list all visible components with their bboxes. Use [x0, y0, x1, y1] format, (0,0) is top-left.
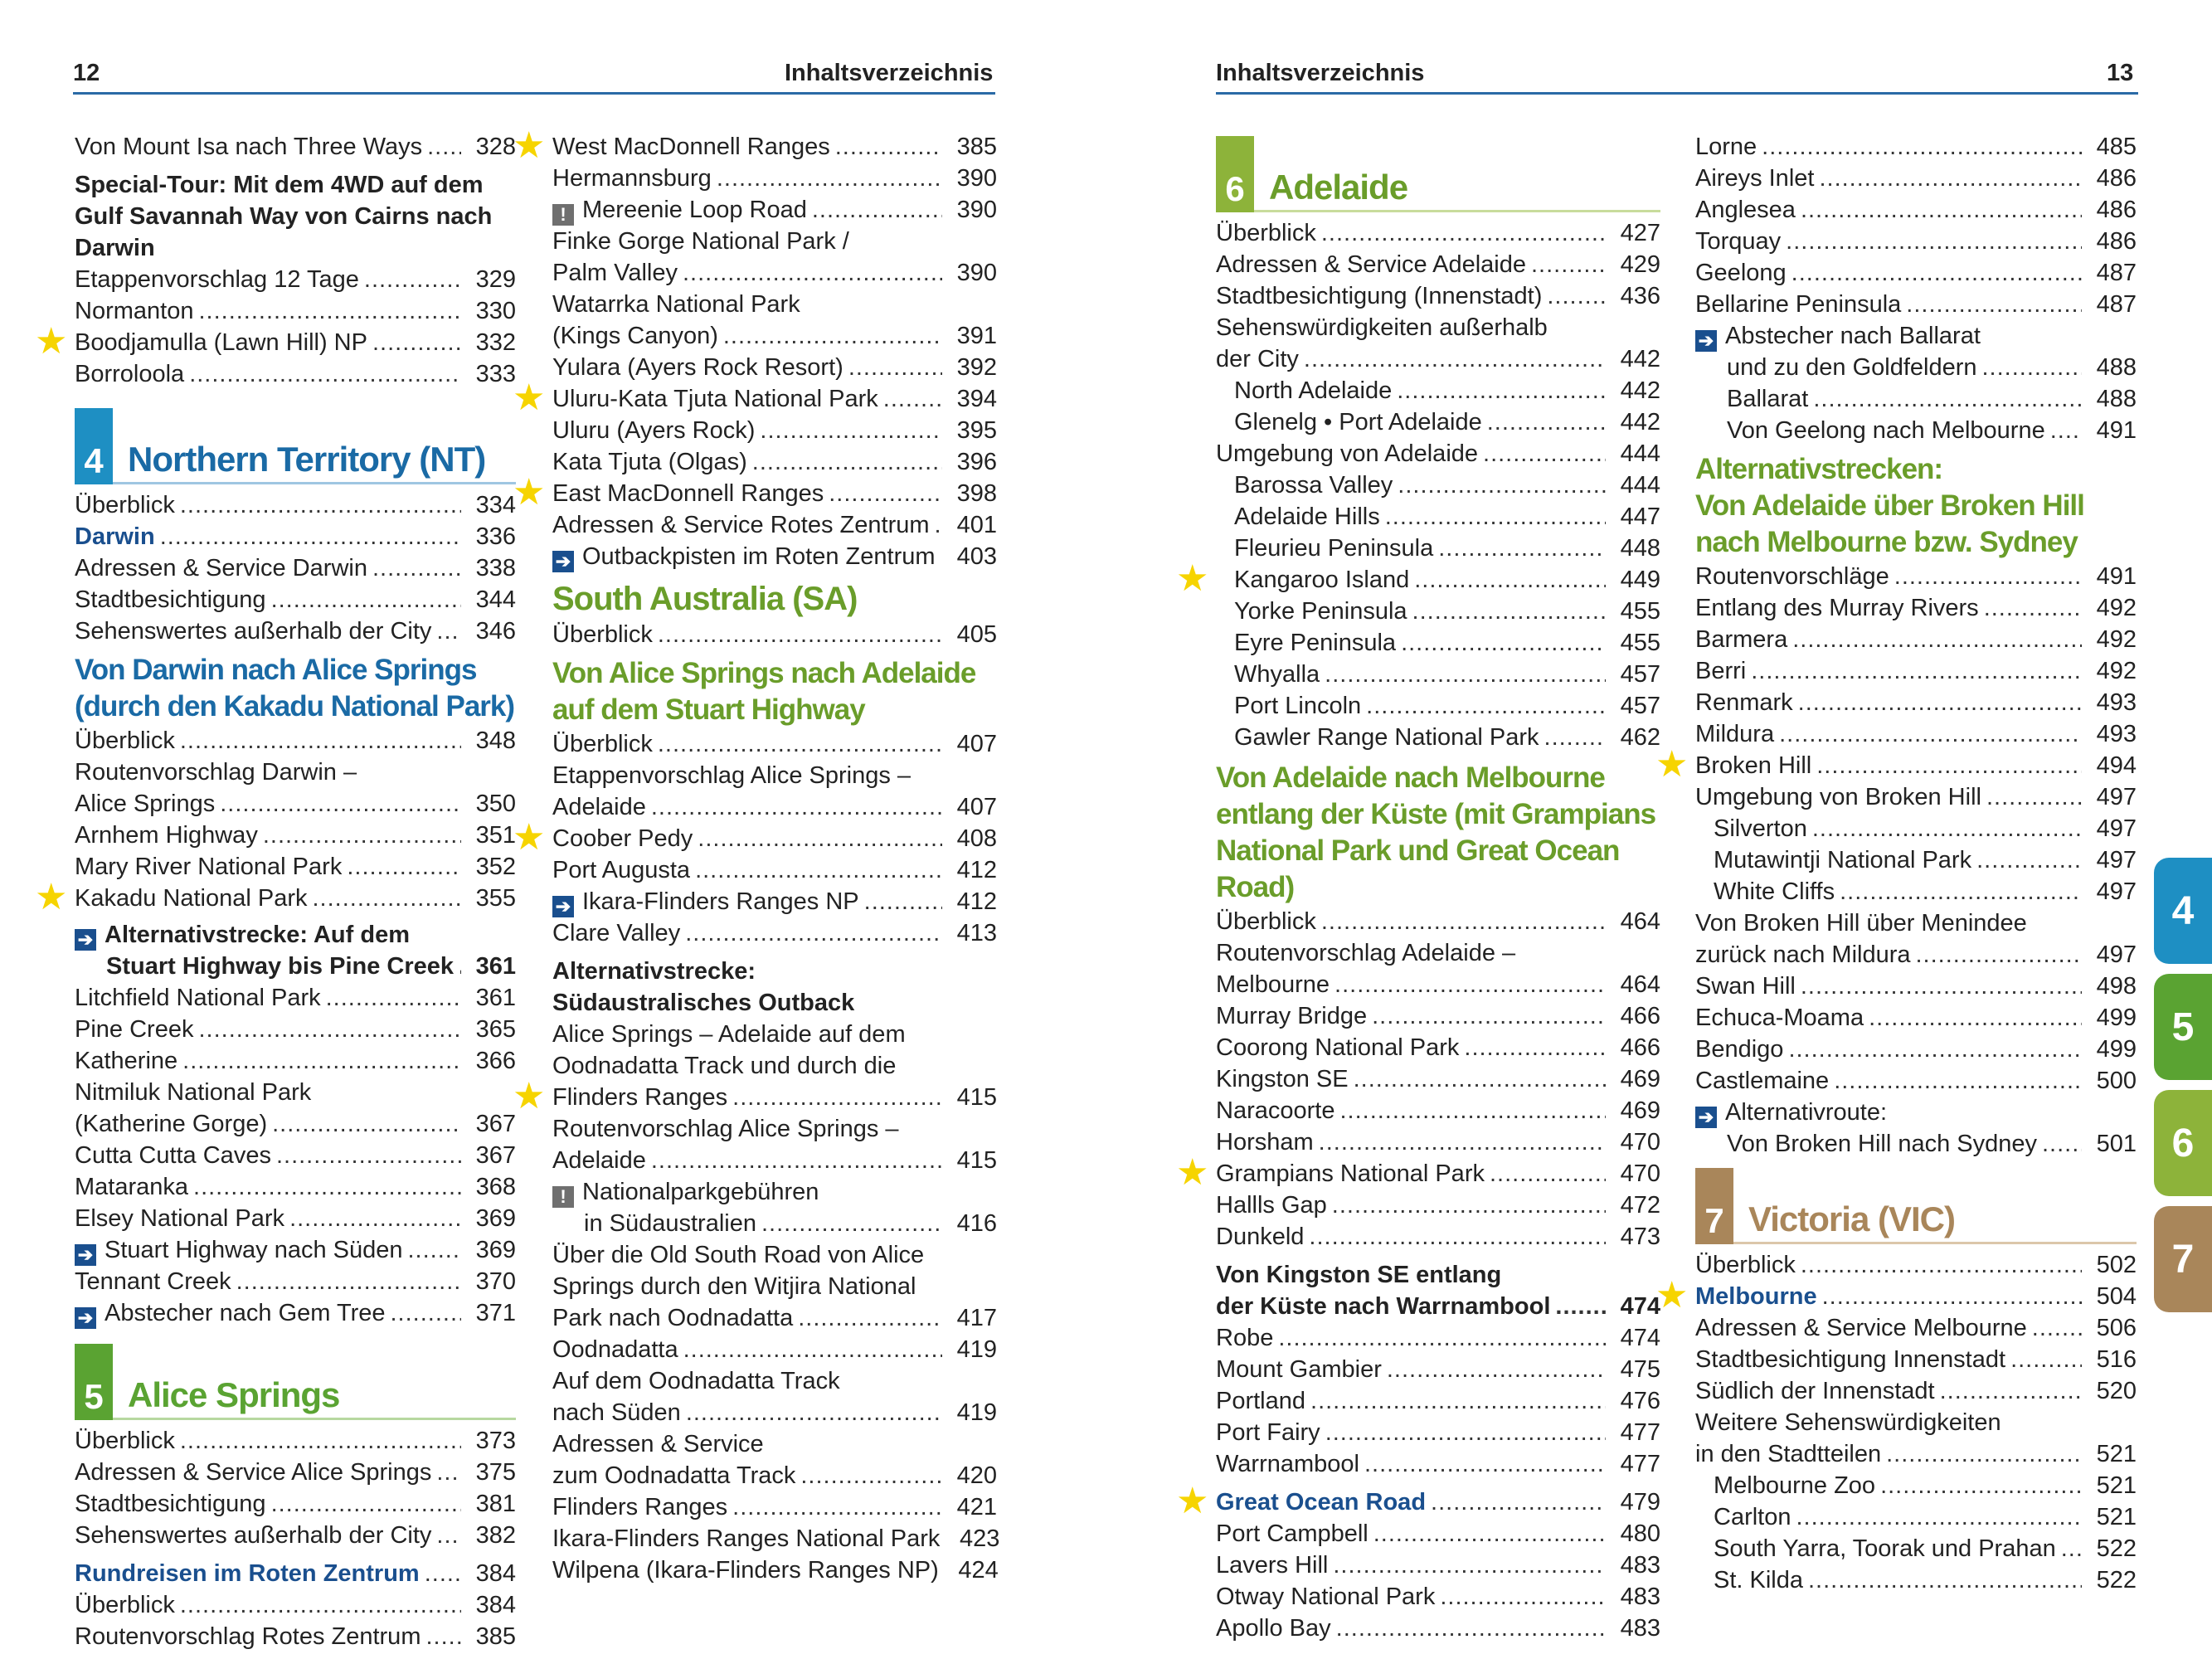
toc-entry[interactable]: ★ Great Ocean Road ..... 479 [1216, 1486, 1660, 1518]
toc-entry[interactable]: Überblick ..... 348 [75, 725, 516, 757]
toc-entry[interactable]: in Südaustralien ..... 416 [552, 1208, 997, 1239]
toc-entry[interactable]: Adelaide Hills ..... 447 [1216, 501, 1660, 533]
toc-entry[interactable]: der Küste nach Warrnambool ..... 474 [1216, 1291, 1660, 1322]
star-icon: ★ [35, 321, 68, 362]
toc-entry-line: Finke Gorge National Park / [552, 228, 849, 255]
toc-entry[interactable]: Anglesea ..... 486 [1695, 194, 2137, 226]
header-title: Inhaltsverzeichnis [1216, 60, 1425, 86]
toc-entry[interactable]: Mataranka ..... 368 [75, 1171, 516, 1203]
section-heading: nach Melbourne bzw. Sydney [1695, 526, 2078, 558]
toc-entry[interactable]: Portland ..... 476 [1216, 1385, 1660, 1417]
toc-entry[interactable]: Flinders Ranges ..... 421 [552, 1491, 997, 1523]
toc-entry[interactable]: ! Mereenie Loop Road ..... 390 [552, 194, 997, 226]
toc-entry[interactable]: Von Mount Isa nach Three Ways ..... 328 [75, 131, 516, 163]
toc-entry-line: Nitmiluk National Park [75, 1079, 312, 1106]
toc-entry-line: Adressen & Service [552, 1431, 764, 1457]
toc-entry[interactable]: Stuart Highway bis Pine Creek ..... 361 [75, 951, 516, 982]
star-icon: ★ [513, 125, 546, 166]
chapter-title: Northern Territory (NT) [128, 440, 486, 479]
toc-entry-line: Weitere Sehenswürdigkeiten [1695, 1409, 2001, 1436]
toc-entry[interactable]: Ikara-Flinders Ranges National Park 423 [552, 1525, 1000, 1552]
toc-entry[interactable]: Gawler Range National Park ..... 462 [1216, 722, 1660, 753]
chapter-rule [1733, 1242, 2137, 1244]
toc-entry-line: Von Broken Hill über Menindee [1695, 910, 2027, 937]
toc-entry[interactable]: Aireys Inlet ..... 486 [1695, 163, 2137, 194]
toc-entry[interactable]: Überblick ..... 407 [552, 728, 997, 760]
toc-entry[interactable]: Mutawintji National Park ..... 497 [1695, 844, 2137, 876]
toc-entry-line: Routenvorschlag Alice Springs – [552, 1116, 899, 1142]
toc-entry[interactable]: (Kings Canyon) ..... 391 [552, 320, 997, 352]
star-icon: ★ [1176, 558, 1209, 599]
toc-entry[interactable]: (Katherine Gorge) ..... 367 [75, 1108, 516, 1140]
toc-entry[interactable]: Stadtbesichtigung ..... 344 [75, 584, 516, 615]
toc-entry[interactable]: Umgebung von Broken Hill ..... 497 [1695, 781, 2137, 813]
section-heading: Alternativstrecken: [1695, 453, 1943, 485]
toc-entry[interactable]: Barossa Valley ..... 444 [1216, 469, 1660, 501]
toc-entry[interactable]: Adelaide ..... 415 [552, 1145, 997, 1176]
toc-entry[interactable]: Südlich der Innenstadt ..... 520 [1695, 1375, 2137, 1407]
chapter-tab-4[interactable]: 4 [2154, 858, 2212, 964]
toc-entry-line: Alice Springs – Adelaide auf dem [552, 1021, 906, 1048]
toc-entry[interactable]: Entlang des Murray Rivers ..... 492 [1695, 592, 2137, 624]
toc-entry[interactable]: ★ Broken Hill ..... 494 [1695, 750, 2137, 781]
toc-heading: Südaustralisches Outback [552, 990, 855, 1016]
toc-heading: Alternativstrecke: [552, 958, 756, 985]
toc-entry-line: Etappenvorschlag Alice Springs – [552, 762, 912, 789]
toc-entry[interactable]: Silverton ..... 497 [1695, 813, 2137, 844]
arrow-icon: ➔ [75, 1244, 96, 1266]
toc-entry[interactable]: Port Lincoln ..... 457 [1216, 690, 1660, 722]
toc-entry[interactable]: Mildura ..... 493 [1695, 718, 2137, 750]
toc-entry[interactable]: Lorne ..... 485 [1695, 131, 2137, 163]
toc-entry[interactable]: Cutta Cutta Caves ..... 367 [75, 1140, 516, 1171]
toc-entry-line: Sehenswürdigkeiten außerhalb [1216, 314, 1548, 341]
toc-entry[interactable]: nach Süden ..... 419 [552, 1397, 997, 1428]
chapter-title: Alice Springs [128, 1375, 340, 1414]
header-rule [1216, 92, 2138, 95]
arrow-icon: ➔ [552, 551, 574, 572]
toc-entry[interactable]: Lavers Hill ..... 483 [1216, 1550, 1660, 1581]
toc-entry[interactable]: Arnhem Highway ..... 351 [75, 820, 516, 851]
toc-entry[interactable]: Uluru (Ayers Rock) ..... 395 [552, 415, 997, 446]
toc-entry-line: Auf dem Oodnadatta Track [552, 1368, 840, 1394]
toc-entry[interactable]: Carlton ..... 521 [1695, 1501, 2137, 1533]
arrow-icon: ➔ [552, 896, 574, 917]
toc-entry[interactable]: Überblick ..... 427 [1216, 217, 1660, 249]
toc-entry[interactable]: Palm Valley ..... 390 [552, 257, 997, 289]
toc-entry[interactable]: Glenelg • Port Adelaide ..... 442 [1216, 406, 1660, 438]
toc-column-3 [1176, 136, 1660, 1644]
exclamation-icon: ! [552, 204, 574, 226]
toc-entry[interactable]: Stadtbesichtigung (Innenstadt) ..... 436 [1216, 280, 1660, 312]
toc-entry[interactable]: South Yarra, Toorak und Prahan ..... 522 [1695, 1533, 2137, 1564]
toc-entry[interactable]: Rundreisen im Roten Zentrum ..... 384 [75, 1558, 516, 1589]
toc-entry[interactable]: White Cliffs ..... 497 [1695, 876, 2137, 907]
toc-entry[interactable]: Port Augusta ..... 412 [552, 854, 997, 886]
toc-heading: Gulf Savannah Way von Cairns nach [75, 203, 493, 230]
toc-entry[interactable]: Wilpena (Ikara-Flinders Ranges NP) 424 [552, 1557, 999, 1584]
toc-entry[interactable]: Kata Tjuta (Olgas) ..... 396 [552, 446, 997, 478]
toc-entry[interactable]: Überblick ..... 384 [75, 1589, 516, 1621]
chapter-tab-7[interactable]: 7 [2154, 1206, 2212, 1312]
toc-entry[interactable]: ★ Uluru-Kata Tjuta National Park ..... 394 [552, 383, 997, 415]
toc-entry[interactable]: Castlemaine ..... 500 [1695, 1065, 2137, 1097]
toc-entry[interactable]: Bellarine Peninsula ..... 487 [1695, 289, 2137, 320]
section-heading: Von Darwin nach Alice Springs [75, 654, 477, 686]
toc-entry[interactable]: Routenvorschlag Rotes Zentrum ..... 385 [75, 1621, 516, 1652]
star-icon: ★ [1176, 1481, 1209, 1521]
toc-entry[interactable]: ➔ Outbackpisten im Roten Zentrum ..... 403 [552, 541, 997, 572]
toc-entry[interactable]: Renmark ..... 493 [1695, 687, 2137, 718]
toc-entry-line: ➔ Abstecher nach Ballarat [1695, 320, 2137, 352]
section-heading: Von Adelaide nach Melbourne [1216, 761, 1605, 794]
toc-entry[interactable]: ★ Kangaroo Island ..... 449 [1216, 564, 1660, 596]
toc-entry[interactable]: Überblick ..... 334 [75, 489, 516, 521]
toc-entry-line: Watarrka National Park [552, 291, 800, 318]
toc-entry[interactable]: Murray Bridge ..... 466 [1216, 1000, 1660, 1032]
toc-entry[interactable]: Whyalla ..... 457 [1216, 659, 1660, 690]
toc-entry[interactable]: ★ East MacDonnell Ranges ..... 398 [552, 478, 997, 509]
toc-entry-line: Oodnadatta Track und durch die [552, 1053, 897, 1079]
toc-entry[interactable]: zurück nach Mildura ..... 497 [1695, 939, 2137, 971]
toc-heading: Von Kingston SE entlang [1216, 1262, 1502, 1288]
chapter-tab-5[interactable]: 5 [2154, 974, 2212, 1080]
chapter-number: 7 [1695, 1168, 1733, 1244]
star-icon: ★ [513, 1076, 546, 1117]
star-icon: ★ [35, 877, 68, 917]
toc-entry[interactable]: Coorong National Park ..... 466 [1216, 1032, 1660, 1063]
chapter-number: 4 [75, 408, 113, 484]
toc-entry[interactable]: Sehenswertes außerhalb der City ..... 382 [75, 1520, 516, 1551]
chapter-title: Victoria (VIC) [1748, 1199, 1955, 1238]
toc-entry[interactable]: Melbourne Zoo ..... 521 [1695, 1470, 2137, 1501]
header-rule [73, 92, 995, 95]
toc-entry[interactable]: und zu den Goldfeldern ..... 488 [1695, 352, 2137, 383]
star-icon: ★ [513, 377, 546, 418]
toc-entry[interactable]: Normanton ..... 330 [75, 295, 516, 327]
toc-entry[interactable]: Tennant Creek ..... 370 [75, 1266, 516, 1297]
toc-entry[interactable]: ➔ Ikara-Flinders Ranges NP ..... 412 [552, 886, 997, 917]
toc-entry[interactable]: ★ Boodjamulla (Lawn Hill) NP ..... 332 [75, 327, 516, 358]
chapter-heading-6[interactable] [1216, 136, 1660, 212]
toc-entry[interactable]: Routenvorschläge ..... 491 [1695, 561, 2137, 592]
toc-entry[interactable]: Echuca-Moama ..... 499 [1695, 1002, 2137, 1034]
toc-entry[interactable]: ➔ Abstecher nach Gem Tree ..... 371 [75, 1297, 516, 1329]
toc-heading: Darwin [75, 235, 155, 261]
toc-entry[interactable]: Yulara (Ayers Rock Resort) ..... 392 [552, 352, 997, 383]
toc-entry[interactable]: Barmera ..... 492 [1695, 624, 2137, 655]
section-heading: auf dem Stuart Highway [552, 693, 865, 726]
toc-entry[interactable]: ★ Melbourne ..... 504 [1695, 1281, 2137, 1312]
toc-entry[interactable]: Litchfield National Park ..... 361 [75, 982, 516, 1014]
section-heading: (durch den Kakadu National Park) [75, 690, 515, 722]
toc-entry[interactable]: Oodnadatta ..... 419 [552, 1334, 997, 1365]
toc-column-2 [513, 125, 1000, 1586]
toc-entry[interactable]: Adressen & Service Alice Springs ..... 375 [75, 1457, 516, 1488]
chapter-rule [113, 482, 516, 484]
toc-entry[interactable]: Adressen & Service Darwin ..... 338 [75, 552, 516, 584]
section-heading: Von Adelaide über Broken Hill [1695, 489, 2084, 522]
toc-entry[interactable]: Darwin ..... 336 [75, 521, 516, 552]
toc-entry[interactable]: Katherine ..... 366 [75, 1045, 516, 1077]
toc-entry[interactable]: Robe ..... 474 [1216, 1322, 1660, 1354]
chapter-heading-7[interactable] [1695, 1168, 2137, 1244]
toc-entry[interactable]: Überblick ..... 464 [1216, 906, 1660, 937]
toc-column-1 [35, 131, 516, 1652]
toc-entry[interactable]: Warrnambool ..... 477 [1216, 1448, 1660, 1480]
toc-entry[interactable]: Naracoorte ..... 469 [1216, 1095, 1660, 1126]
toc-entry-line: Springs durch den Witjira National [552, 1273, 916, 1300]
toc-entry-line: Routenvorschlag Darwin – [75, 759, 357, 786]
toc-entry[interactable]: Stadtbesichtigung ..... 381 [75, 1488, 516, 1520]
section-heading: National Park und Great Ocean Road) [1216, 834, 1620, 903]
star-icon: ★ [1655, 744, 1689, 785]
toc-entry[interactable]: ★ Flinders Ranges ..... 415 [552, 1082, 997, 1113]
toc-entry[interactable]: Alice Springs ..... 350 [75, 788, 516, 820]
toc-entry[interactable]: Adressen & Service Rotes Zentrum ..... 401 [552, 509, 997, 541]
header-title: Inhaltsverzeichnis [785, 60, 994, 86]
toc-entry[interactable]: Eyre Peninsula ..... 455 [1216, 627, 1660, 659]
toc-entry[interactable]: in den Stadtteilen ..... 521 [1695, 1438, 2137, 1470]
arrow-icon: ➔ [1695, 1107, 1717, 1128]
toc-entry[interactable]: Port Campbell ..... 480 [1216, 1518, 1660, 1550]
arrow-icon: ➔ [75, 1307, 96, 1329]
toc-entry[interactable]: Swan Hill ..... 498 [1695, 971, 2137, 1002]
toc-entry-line: ➔ Alternativroute: [1695, 1097, 2137, 1128]
toc-entry[interactable]: Ballarat ..... 488 [1695, 383, 2137, 415]
section-heading: entlang der Küste (mit Grampians [1216, 798, 1656, 830]
chapter-heading-5[interactable] [75, 1344, 516, 1420]
chapter-rule [113, 1418, 516, 1420]
toc-entry[interactable]: zum Oodnadatta Track ..... 420 [552, 1460, 997, 1491]
star-icon: ★ [1176, 1152, 1209, 1193]
section-heading: South Australia (SA) [552, 581, 858, 617]
toc-entry[interactable]: Hermannsburg ..... 390 [552, 163, 997, 194]
toc-entry[interactable]: Umgebung von Adelaide ..... 444 [1216, 438, 1660, 469]
arrow-icon: ➔ [1695, 330, 1717, 352]
toc-heading: Special-Tour: Mit dem 4WD auf dem [75, 172, 484, 198]
toc-entry[interactable]: Sehenswertes außerhalb der City ..... 346 [75, 615, 516, 647]
chapter-number: 5 [75, 1344, 113, 1420]
page-number: 12 [73, 60, 100, 86]
toc-entry[interactable]: Überblick ..... 502 [1695, 1249, 2137, 1281]
toc-entry[interactable]: Mary River National Park ..... 352 [75, 851, 516, 883]
toc-entry[interactable]: ★ Coober Pedy ..... 408 [552, 823, 997, 854]
star-icon: ★ [513, 472, 546, 513]
toc-entry[interactable]: ★ Kakadu National Park ..... 355 [75, 883, 516, 914]
toc-entry[interactable]: der City ..... 442 [1216, 343, 1660, 375]
toc-entry[interactable]: Fleurieu Peninsula ..... 448 [1216, 533, 1660, 564]
star-icon: ★ [513, 817, 546, 858]
toc-entry[interactable]: Geelong ..... 487 [1695, 257, 2137, 289]
toc-entry[interactable]: Adressen & Service Melbourne ..... 506 [1695, 1312, 2137, 1344]
toc-entry[interactable]: Mount Gambier ..... 475 [1216, 1354, 1660, 1385]
chapter-heading-4[interactable] [75, 408, 516, 484]
toc-entry[interactable]: Kingston SE ..... 469 [1216, 1063, 1660, 1095]
toc-entry[interactable]: Von Geelong nach Melbourne ..... 491 [1695, 415, 2137, 446]
toc-entry[interactable]: Adelaide ..... 407 [552, 791, 997, 823]
toc-entry[interactable]: Hallls Gap ..... 472 [1216, 1190, 1660, 1221]
toc-entry[interactable]: Horsham ..... 470 [1216, 1126, 1660, 1158]
toc-entry-line: Routenvorschlag Adelaide – [1216, 940, 1516, 966]
toc-entry[interactable]: Yorke Peninsula ..... 455 [1216, 596, 1660, 627]
chapter-rule [1254, 210, 1660, 212]
toc-entry-line: ! Nationalparkgebühren [552, 1176, 997, 1208]
toc-entry[interactable]: Otway National Park ..... 483 [1216, 1581, 1660, 1613]
toc-entry[interactable]: Borroloola ..... 333 [75, 358, 516, 390]
toc-entry[interactable]: ➔ Stuart Highway nach Süden ..... 369 [75, 1234, 516, 1266]
toc-entry[interactable]: Elsey National Park ..... 369 [75, 1203, 516, 1234]
page-number: 13 [2107, 60, 2134, 86]
toc-entry[interactable]: Bendigo ..... 499 [1695, 1034, 2137, 1065]
toc-entry[interactable]: ★ Grampians National Park ..... 470 [1216, 1158, 1660, 1190]
toc-entry-line: ➔ Alternativstrecke: Auf dem [75, 919, 516, 951]
toc-entry[interactable]: ★ West MacDonnell Ranges ..... 385 [552, 131, 997, 163]
toc-entry[interactable]: Clare Valley ..... 413 [552, 917, 997, 949]
chapter-title: Adelaide [1269, 168, 1408, 207]
chapter-number: 6 [1216, 136, 1254, 212]
toc-entry[interactable]: Dunkeld ..... 473 [1216, 1221, 1660, 1253]
toc-entry[interactable]: Port Fairy ..... 477 [1216, 1417, 1660, 1448]
toc-entry[interactable]: Stadtbesichtigung Innenstadt ..... 516 [1695, 1344, 2137, 1375]
toc-entry[interactable]: Apollo Bay ..... 483 [1216, 1613, 1660, 1644]
star-icon: ★ [1655, 1275, 1689, 1316]
chapter-tab-6[interactable]: 6 [2154, 1090, 2212, 1196]
toc-entry[interactable]: Adressen & Service Adelaide ..... 429 [1216, 249, 1660, 280]
toc-entry[interactable]: Überblick ..... 405 [552, 619, 997, 650]
toc-entry[interactable]: Park nach Oodnadatta ..... 417 [552, 1302, 997, 1334]
toc-entry-line: Über die Old South Road von Alice [552, 1242, 925, 1268]
section-heading: Von Alice Springs nach Adelaide [552, 657, 976, 689]
toc-entry[interactable]: Überblick ..... 373 [75, 1425, 516, 1457]
toc-entry[interactable]: Pine Creek ..... 365 [75, 1014, 516, 1045]
toc-entry[interactable]: St. Kilda ..... 522 [1695, 1564, 2137, 1596]
toc-column-4 [1655, 131, 2137, 1596]
toc-entry[interactable]: North Adelaide ..... 442 [1216, 375, 1660, 406]
exclamation-icon: ! [552, 1186, 574, 1208]
toc-entry[interactable]: Etappenvorschlag 12 Tage ..... 329 [75, 264, 516, 295]
arrow-icon: ➔ [75, 929, 96, 951]
toc-entry[interactable]: Von Broken Hill nach Sydney ..... 501 [1695, 1128, 2137, 1160]
toc-entry[interactable]: Berri ..... 492 [1695, 655, 2137, 687]
toc-entry[interactable]: Torquay ..... 486 [1695, 226, 2137, 257]
toc-entry[interactable]: Melbourne ..... 464 [1216, 969, 1660, 1000]
